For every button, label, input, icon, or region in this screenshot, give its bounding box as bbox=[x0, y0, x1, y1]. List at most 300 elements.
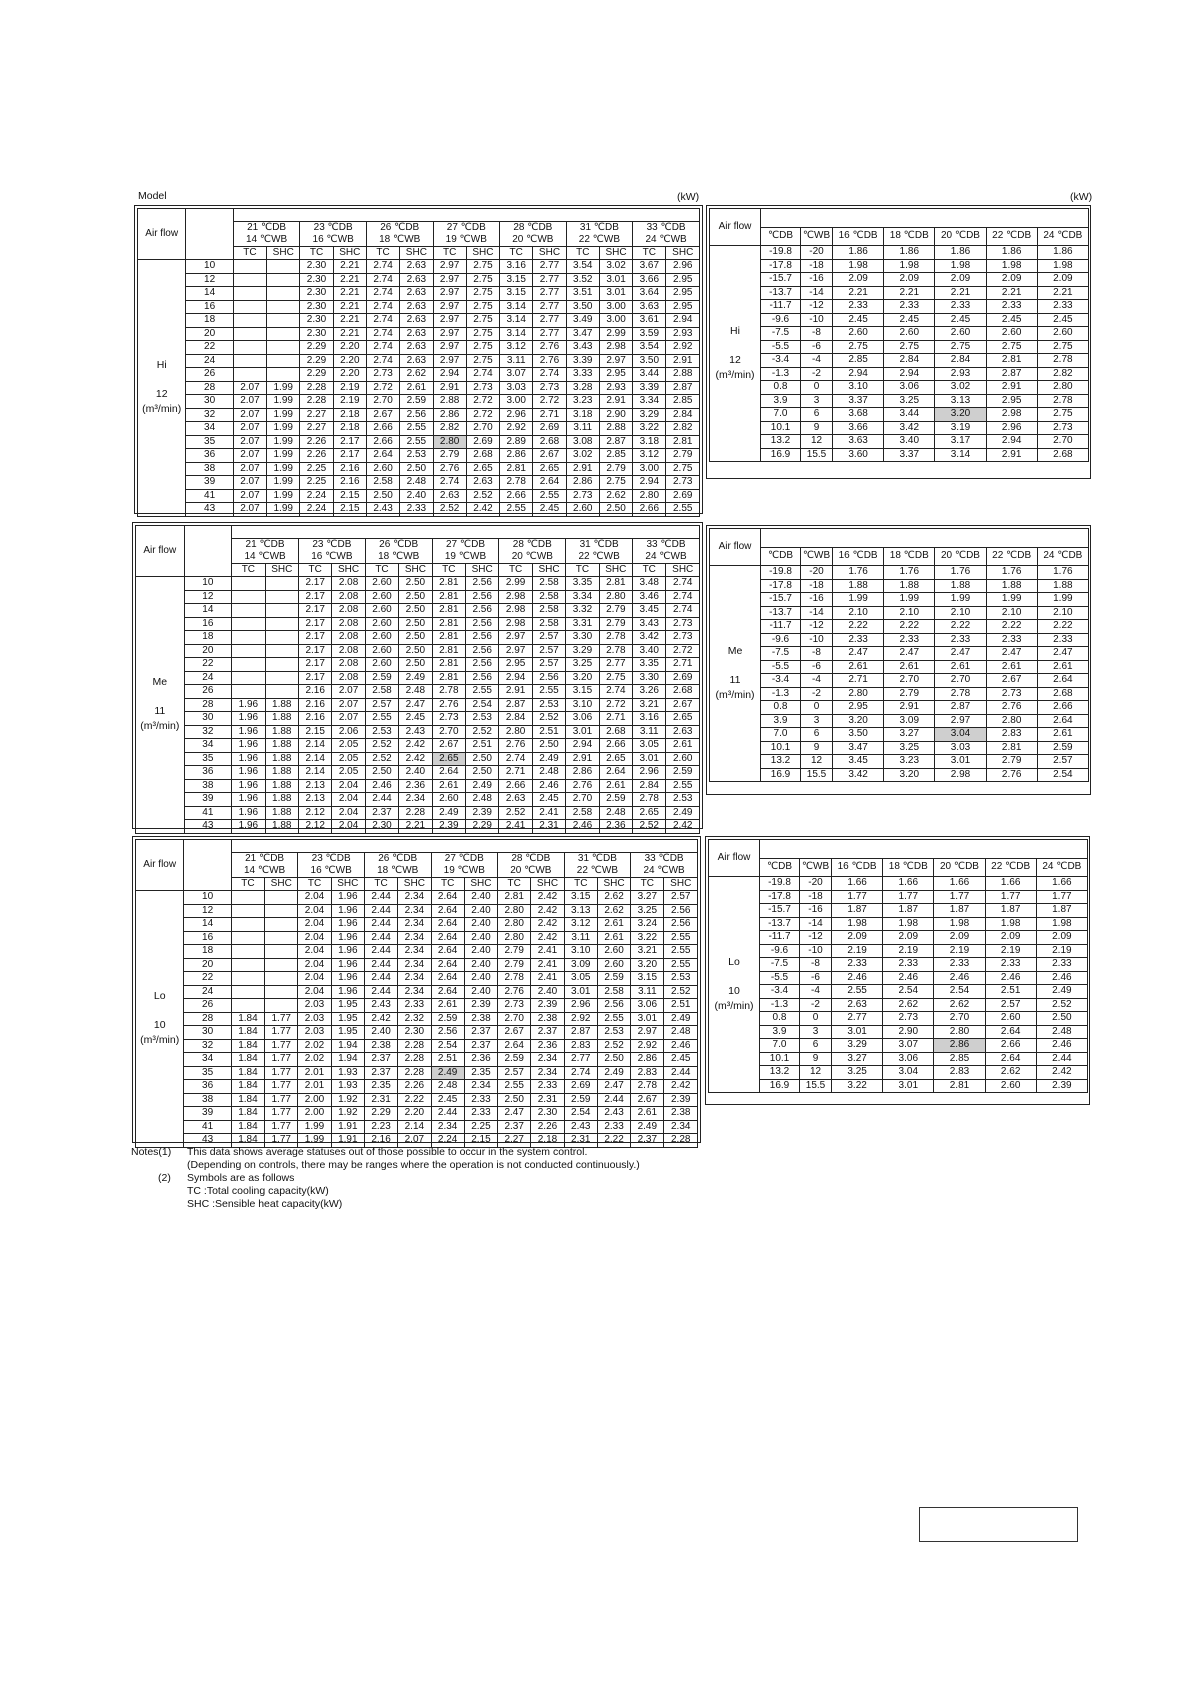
outdoor-temp-cell: -17.8 bbox=[761, 579, 801, 593]
value-cell: 2.64 bbox=[599, 766, 632, 780]
value-cell: 2.74 bbox=[533, 368, 566, 382]
value-cell: 2.37 bbox=[464, 1039, 497, 1053]
value-cell: 2.36 bbox=[464, 1053, 497, 1067]
outdoor-temp-cell: -4 bbox=[800, 985, 832, 999]
table-row bbox=[710, 647, 1089, 661]
value-cell: 2.80 bbox=[833, 687, 884, 701]
value-cell: 1.96 bbox=[232, 712, 265, 726]
value-cell: 2.50 bbox=[597, 1053, 630, 1067]
value-cell: 2.76 bbox=[533, 354, 566, 368]
value-cell: 1.76 bbox=[1037, 566, 1088, 580]
tc-header: TC bbox=[233, 247, 266, 260]
table-row bbox=[136, 577, 700, 591]
table-row bbox=[709, 1025, 1088, 1039]
value-cell: 2.55 bbox=[533, 489, 566, 503]
value-cell: 2.33 bbox=[985, 958, 1036, 972]
value-cell: 2.59 bbox=[400, 395, 433, 409]
value-cell: 2.91 bbox=[566, 752, 599, 766]
value-cell: 2.74 bbox=[366, 354, 399, 368]
value-cell: 3.28 bbox=[566, 381, 599, 395]
table-row bbox=[710, 394, 1089, 408]
shc-header: SHC bbox=[464, 878, 497, 891]
outdoor-temp-cell: 9 bbox=[801, 741, 833, 755]
outdoor-temp-cell: -20 bbox=[801, 566, 833, 580]
value-cell: 3.03 bbox=[935, 741, 986, 755]
value-cell: 2.64 bbox=[431, 972, 464, 986]
value-cell: 1.96 bbox=[331, 972, 364, 986]
value-cell: 2.26 bbox=[531, 1120, 564, 1134]
outdoor-temp-cell: -5.5 bbox=[760, 971, 800, 985]
table-row bbox=[136, 999, 698, 1013]
value-cell: 3.08 bbox=[566, 435, 599, 449]
value-cell: 2.47 bbox=[498, 1107, 531, 1121]
outdoor-temp-cell: 10 bbox=[186, 260, 233, 274]
value-cell: 2.07 bbox=[233, 395, 266, 409]
note-1-subtext: (Depending on controls, there may be ranges where the operation is not conducted continuously.) bbox=[187, 1159, 640, 1171]
value-cell: 1.92 bbox=[331, 1107, 364, 1121]
value-cell: 2.42 bbox=[399, 752, 432, 766]
value-cell bbox=[265, 999, 298, 1013]
table-row bbox=[709, 890, 1088, 904]
table-row bbox=[136, 752, 700, 766]
shc-header: SHC bbox=[267, 247, 300, 260]
airflow-label-cell bbox=[136, 577, 185, 834]
tc-header: TC bbox=[298, 564, 331, 577]
value-cell: 2.50 bbox=[399, 631, 432, 645]
indoor-temp-header: 16 ℃DB bbox=[833, 227, 884, 246]
value-cell: 2.97 bbox=[599, 354, 632, 368]
value-cell: 1.66 bbox=[985, 877, 1036, 891]
table-row bbox=[710, 259, 1089, 273]
value-cell: 2.55 bbox=[666, 779, 700, 793]
value-cell: 2.49 bbox=[466, 779, 499, 793]
value-cell: 1.93 bbox=[331, 1066, 364, 1080]
value-cell: 1.96 bbox=[232, 698, 265, 712]
value-cell: 2.66 bbox=[366, 422, 399, 436]
value-cell: 3.45 bbox=[633, 604, 666, 618]
value-cell: 2.68 bbox=[533, 435, 566, 449]
value-cell: 2.97 bbox=[433, 354, 466, 368]
value-cell: 2.21 bbox=[1037, 286, 1088, 300]
indoor-temp-header: 22 ℃DB bbox=[986, 547, 1037, 566]
table-row bbox=[138, 354, 700, 368]
value-cell: 2.63 bbox=[832, 998, 883, 1012]
value-cell: 3.14 bbox=[500, 300, 533, 314]
value-cell: 2.19 bbox=[883, 944, 934, 958]
outdoor-temp-cell: -15.7 bbox=[760, 904, 800, 918]
value-cell: 2.27 bbox=[498, 1134, 531, 1148]
value-cell: 3.04 bbox=[935, 728, 986, 742]
airflow-rate-value: 12 bbox=[155, 388, 168, 401]
value-cell: 2.79 bbox=[498, 945, 531, 959]
outdoor-temp-cell: -1.3 bbox=[761, 687, 801, 701]
table-row bbox=[136, 644, 700, 658]
value-cell: 3.32 bbox=[566, 604, 599, 618]
value-cell: 3.16 bbox=[633, 712, 666, 726]
value-cell: 2.55 bbox=[664, 958, 698, 972]
outdoor-temp-cell: 0.8 bbox=[761, 381, 801, 395]
value-cell: 2.46 bbox=[532, 779, 565, 793]
value-cell: 2.91 bbox=[433, 381, 466, 395]
value-cell: 2.91 bbox=[986, 381, 1037, 395]
value-cell: 3.33 bbox=[566, 368, 599, 382]
value-cell: 2.79 bbox=[498, 958, 531, 972]
value-cell: 1.96 bbox=[331, 958, 364, 972]
value-cell: 2.07 bbox=[233, 381, 266, 395]
table-row bbox=[709, 998, 1088, 1012]
airflow-rate-value: 10 bbox=[153, 1019, 166, 1032]
air-flow-header: Air flow bbox=[709, 840, 760, 877]
outdoor-temp-cell: -13.7 bbox=[761, 286, 801, 300]
value-cell: 3.59 bbox=[633, 327, 666, 341]
value-cell: 2.60 bbox=[985, 1012, 1036, 1026]
tc-header: TC bbox=[631, 878, 664, 891]
value-cell: 3.22 bbox=[631, 931, 664, 945]
value-cell: 2.60 bbox=[833, 327, 884, 341]
value-cell: 2.33 bbox=[883, 958, 934, 972]
value-cell: 2.34 bbox=[398, 945, 431, 959]
value-cell: 2.64 bbox=[431, 931, 464, 945]
tc-header: TC bbox=[433, 247, 466, 260]
value-cell: 2.14 bbox=[398, 1120, 431, 1134]
value-cell: 3.12 bbox=[500, 341, 533, 355]
value-cell: 1.88 bbox=[935, 579, 986, 593]
value-cell: 2.75 bbox=[466, 341, 499, 355]
outdoor-temp-cell: -13.7 bbox=[761, 606, 801, 620]
indoor-cdb-header: 23 ℃DB bbox=[298, 539, 365, 552]
value-cell: 2.94 bbox=[633, 476, 666, 490]
value-cell: 2.09 bbox=[832, 931, 883, 945]
outdoor-temp-cell: -10 bbox=[801, 313, 833, 327]
header-blank bbox=[233, 209, 699, 222]
outdoor-temp-cell: 12 bbox=[184, 590, 232, 604]
value-cell: 2.16 bbox=[298, 685, 331, 699]
value-cell: 2.76 bbox=[432, 698, 465, 712]
outdoor-temp-cell: 18 bbox=[184, 631, 232, 645]
value-cell: 1.88 bbox=[265, 766, 298, 780]
value-cell: 2.43 bbox=[564, 1120, 597, 1134]
table-row bbox=[710, 606, 1089, 620]
value-cell: 2.45 bbox=[664, 1053, 698, 1067]
outdoor-temp-cell: 12 bbox=[800, 1066, 832, 1080]
value-cell: 2.71 bbox=[499, 766, 532, 780]
value-cell: 2.28 bbox=[399, 806, 432, 820]
outdoor-temp-cell: 38 bbox=[184, 779, 232, 793]
value-cell: 1.77 bbox=[934, 890, 985, 904]
value-cell: 2.04 bbox=[332, 820, 365, 834]
value-cell: 1.88 bbox=[265, 752, 298, 766]
value-cell: 2.87 bbox=[986, 367, 1037, 381]
value-cell: 2.99 bbox=[499, 577, 532, 591]
value-cell: 3.51 bbox=[566, 287, 599, 301]
shc-header: SHC bbox=[599, 564, 632, 577]
table-row bbox=[136, 820, 700, 834]
value-cell: 2.48 bbox=[466, 793, 499, 807]
indoor-cdb-header: 23 ℃DB bbox=[300, 222, 367, 235]
table-row bbox=[136, 590, 700, 604]
value-cell: 3.21 bbox=[633, 698, 666, 712]
value-cell: 2.49 bbox=[432, 806, 465, 820]
airflow-label-cell bbox=[710, 566, 761, 782]
value-cell: 2.82 bbox=[1037, 367, 1088, 381]
value-cell bbox=[265, 972, 298, 986]
indoor-cwb-header: 19 ℃WB bbox=[432, 551, 499, 564]
note-1-text: This data shows average statuses out of those possible to occur in the system control. bbox=[187, 1146, 588, 1158]
value-cell: 1.88 bbox=[986, 579, 1037, 593]
value-cell: 2.30 bbox=[300, 260, 333, 274]
value-cell: 2.81 bbox=[498, 891, 531, 905]
value-cell: 2.74 bbox=[564, 1066, 597, 1080]
value-cell: 2.04 bbox=[298, 931, 331, 945]
outdoor-temp-cell: -5.5 bbox=[761, 660, 801, 674]
value-cell: 2.52 bbox=[466, 725, 499, 739]
value-cell: 3.06 bbox=[566, 712, 599, 726]
value-cell: 3.15 bbox=[500, 287, 533, 301]
value-cell: 2.34 bbox=[398, 931, 431, 945]
value-cell: 2.79 bbox=[884, 687, 935, 701]
value-cell: 2.55 bbox=[832, 985, 883, 999]
value-cell: 2.36 bbox=[399, 779, 432, 793]
cooling-capacity-grid bbox=[137, 208, 700, 517]
outdoor-temp-cell: 15.5 bbox=[800, 1079, 832, 1093]
header-blank bbox=[184, 526, 232, 577]
value-cell: 2.81 bbox=[986, 741, 1037, 755]
value-cell: 2.47 bbox=[399, 698, 432, 712]
value-cell: 3.14 bbox=[500, 314, 533, 328]
table-row bbox=[710, 579, 1089, 593]
value-cell: 2.75 bbox=[466, 327, 499, 341]
value-cell: 2.31 bbox=[532, 820, 565, 834]
value-cell: 2.46 bbox=[934, 971, 985, 985]
value-cell: 2.57 bbox=[664, 891, 698, 905]
value-cell bbox=[265, 671, 298, 685]
value-cell: 2.46 bbox=[883, 971, 934, 985]
value-cell: 3.64 bbox=[633, 287, 666, 301]
value-cell: 3.25 bbox=[566, 658, 599, 672]
value-cell: 2.73 bbox=[666, 631, 700, 645]
table-row bbox=[136, 604, 700, 618]
value-cell: 2.04 bbox=[298, 891, 331, 905]
value-cell: 2.36 bbox=[531, 1039, 564, 1053]
outdoor-temp-cell: -4 bbox=[801, 674, 833, 688]
air-flow-header: Air flow bbox=[136, 526, 185, 577]
value-cell: 2.64 bbox=[432, 766, 465, 780]
value-cell: 2.41 bbox=[531, 945, 564, 959]
value-cell: 2.80 bbox=[986, 714, 1037, 728]
value-cell: 2.05 bbox=[332, 739, 365, 753]
value-cell: 2.21 bbox=[333, 260, 366, 274]
value-cell: 3.09 bbox=[884, 714, 935, 728]
value-cell: 3.01 bbox=[631, 1012, 664, 1026]
value-cell bbox=[265, 604, 298, 618]
value-cell: 3.23 bbox=[566, 395, 599, 409]
value-cell: 2.74 bbox=[433, 476, 466, 490]
value-cell: 2.62 bbox=[597, 891, 630, 905]
value-cell: 2.44 bbox=[364, 945, 397, 959]
outdoor-temp-cell: 16.9 bbox=[761, 448, 801, 462]
value-cell: 2.29 bbox=[364, 1107, 397, 1121]
value-cell: 2.47 bbox=[833, 647, 884, 661]
value-cell: 2.01 bbox=[298, 1080, 331, 1094]
outdoor-temp-cell: 15.5 bbox=[801, 768, 833, 782]
cooling-capacity-grid bbox=[135, 525, 700, 834]
value-cell: 2.82 bbox=[433, 422, 466, 436]
outdoor-temp-cell: -3.4 bbox=[761, 674, 801, 688]
value-cell: 2.66 bbox=[500, 489, 533, 503]
value-cell: 2.40 bbox=[364, 1026, 397, 1040]
shc-header: SHC bbox=[597, 878, 630, 891]
value-cell: 2.71 bbox=[533, 408, 566, 422]
table-row bbox=[710, 313, 1089, 327]
outdoor-temp-cell: 15.5 bbox=[801, 448, 833, 462]
outdoor-temp-cell: 10.1 bbox=[760, 1052, 800, 1066]
value-cell: 2.94 bbox=[884, 367, 935, 381]
value-cell: 3.68 bbox=[833, 408, 884, 422]
value-cell: 1.77 bbox=[265, 1080, 298, 1094]
table-row bbox=[136, 739, 700, 753]
value-cell: 2.81 bbox=[599, 577, 632, 591]
value-cell: 2.45 bbox=[986, 313, 1037, 327]
note-2-number: (2) bbox=[158, 1172, 171, 1184]
tc-header: TC bbox=[499, 564, 532, 577]
value-cell: 3.42 bbox=[884, 421, 935, 435]
value-cell: 2.56 bbox=[664, 918, 698, 932]
outdoor-temp-cell: -15.7 bbox=[761, 593, 801, 607]
value-cell: 2.47 bbox=[597, 1080, 630, 1094]
outdoor-temp-cell: -9.6 bbox=[760, 944, 800, 958]
value-cell: 2.78 bbox=[1037, 354, 1088, 368]
value-cell: 2.08 bbox=[332, 604, 365, 618]
tc-header: TC bbox=[566, 247, 599, 260]
value-cell: 1.87 bbox=[1036, 904, 1087, 918]
shc-header: SHC bbox=[532, 564, 565, 577]
value-cell: 2.00 bbox=[298, 1107, 331, 1121]
value-cell: 2.97 bbox=[433, 300, 466, 314]
indoor-cdb-header: 21 ℃DB bbox=[232, 539, 299, 552]
value-cell: 2.19 bbox=[934, 944, 985, 958]
value-cell: 2.50 bbox=[399, 644, 432, 658]
indoor-cwb-header: 18 ℃WB bbox=[366, 234, 433, 247]
value-cell: 1.88 bbox=[265, 698, 298, 712]
value-cell: 2.75 bbox=[986, 340, 1037, 354]
value-cell: 2.25 bbox=[300, 476, 333, 490]
value-cell: 2.57 bbox=[532, 658, 565, 672]
value-cell: 2.74 bbox=[366, 314, 399, 328]
outdoor-temp-cell: 16 bbox=[186, 300, 233, 314]
value-cell: 2.19 bbox=[333, 395, 366, 409]
value-cell: 2.80 bbox=[433, 435, 466, 449]
value-cell: 2.63 bbox=[400, 314, 433, 328]
value-cell: 3.10 bbox=[566, 698, 599, 712]
outdoor-temp-cell: 24 bbox=[184, 985, 231, 999]
value-cell: 2.58 bbox=[365, 685, 398, 699]
value-cell: 2.70 bbox=[566, 793, 599, 807]
value-cell: 2.86 bbox=[433, 408, 466, 422]
value-cell: 2.92 bbox=[500, 422, 533, 436]
value-cell: 2.97 bbox=[433, 327, 466, 341]
value-cell: 2.64 bbox=[431, 985, 464, 999]
outdoor-temp-cell: -16 bbox=[801, 273, 833, 287]
value-cell: 2.97 bbox=[935, 714, 986, 728]
value-cell: 2.17 bbox=[298, 631, 331, 645]
outdoor-temp-cell: 7.0 bbox=[761, 728, 801, 742]
value-cell: 1.96 bbox=[232, 806, 265, 820]
value-cell bbox=[231, 999, 264, 1013]
table-row bbox=[136, 1134, 698, 1148]
value-cell: 2.31 bbox=[531, 1093, 564, 1107]
header-row bbox=[136, 526, 700, 539]
value-cell: 2.97 bbox=[433, 314, 466, 328]
value-cell: 3.24 bbox=[631, 918, 664, 932]
table-row bbox=[136, 698, 700, 712]
value-cell: 2.95 bbox=[666, 287, 700, 301]
value-cell: 2.70 bbox=[1037, 435, 1088, 449]
value-cell: 1.84 bbox=[231, 1134, 264, 1148]
value-cell bbox=[233, 260, 266, 274]
outdoor-temp-cell: 3.9 bbox=[760, 1025, 800, 1039]
value-cell: 2.49 bbox=[631, 1120, 664, 1134]
value-cell: 2.50 bbox=[399, 658, 432, 672]
value-cell: 1.98 bbox=[986, 259, 1037, 273]
value-cell: 2.21 bbox=[333, 300, 366, 314]
value-cell: 2.56 bbox=[466, 577, 499, 591]
value-cell: 2.37 bbox=[364, 1053, 397, 1067]
value-cell: 2.09 bbox=[935, 273, 986, 287]
value-cell: 2.78 bbox=[633, 793, 666, 807]
table-row bbox=[136, 972, 698, 986]
value-cell: 2.61 bbox=[1037, 660, 1088, 674]
table-row bbox=[136, 1026, 698, 1040]
outdoor-temp-cell: 12 bbox=[801, 435, 833, 449]
airflow-unit-label: (m³/min) bbox=[714, 1000, 754, 1013]
value-cell: 2.81 bbox=[432, 631, 465, 645]
table-row bbox=[136, 985, 698, 999]
value-cell: 3.11 bbox=[500, 354, 533, 368]
value-cell: 2.34 bbox=[398, 891, 431, 905]
airflow-mode-label: Lo bbox=[728, 955, 740, 968]
value-cell: 2.66 bbox=[985, 1039, 1036, 1053]
table-row bbox=[710, 660, 1089, 674]
value-cell: 2.74 bbox=[466, 368, 499, 382]
outdoor-temp-cell: 18 bbox=[186, 314, 233, 328]
value-cell: 3.21 bbox=[631, 945, 664, 959]
value-cell: 2.39 bbox=[664, 1093, 698, 1107]
value-cell: 2.64 bbox=[498, 1039, 531, 1053]
value-cell: 1.87 bbox=[832, 904, 883, 918]
table-row bbox=[709, 971, 1088, 985]
outdoor-temp-cell: 30 bbox=[186, 395, 233, 409]
value-cell: 2.58 bbox=[366, 476, 399, 490]
value-cell: 1.88 bbox=[265, 712, 298, 726]
value-cell: 2.26 bbox=[300, 449, 333, 463]
value-cell: 2.42 bbox=[531, 918, 564, 932]
value-cell: 1.99 bbox=[267, 435, 300, 449]
value-cell: 2.40 bbox=[464, 958, 497, 972]
outdoor-temp-cell: 32 bbox=[184, 1039, 231, 1053]
value-cell: 2.61 bbox=[666, 739, 700, 753]
value-cell: 2.38 bbox=[364, 1039, 397, 1053]
table-row bbox=[710, 741, 1089, 755]
value-cell: 2.33 bbox=[935, 300, 986, 314]
outdoor-temp-cell: 22 bbox=[186, 341, 233, 355]
value-cell: 2.98 bbox=[935, 768, 986, 782]
value-cell: 1.99 bbox=[267, 449, 300, 463]
value-cell: 2.92 bbox=[564, 1012, 597, 1026]
value-cell: 2.63 bbox=[400, 354, 433, 368]
value-cell: 2.86 bbox=[631, 1053, 664, 1067]
shc-header: SHC bbox=[265, 564, 298, 577]
value-cell: 2.35 bbox=[364, 1080, 397, 1094]
